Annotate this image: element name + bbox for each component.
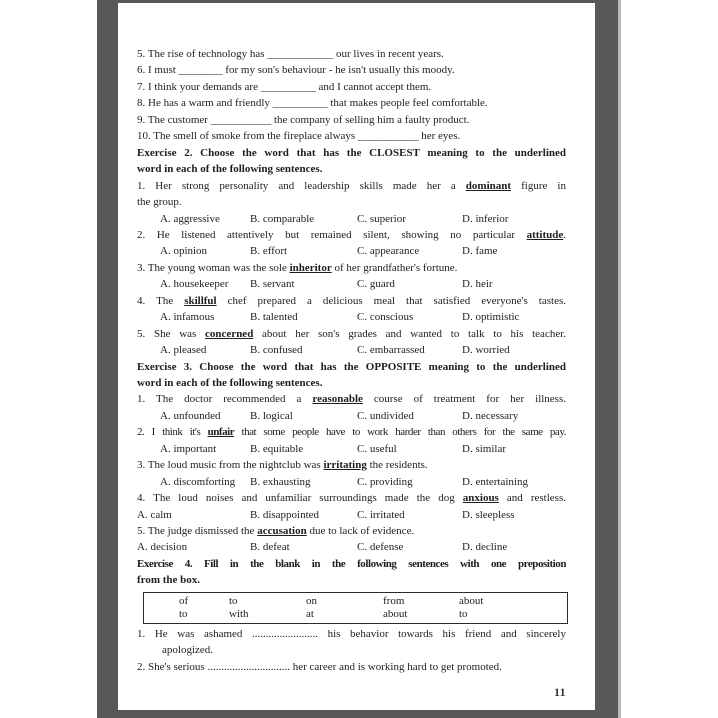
option-cell: B. exhausting (250, 475, 311, 488)
option-cell: D. worried (462, 344, 510, 357)
underlined-term: accusation (257, 525, 307, 537)
options-row (137, 276, 566, 292)
preposition-word: on (306, 594, 317, 607)
doc-line (137, 293, 566, 309)
doc-line (137, 128, 566, 144)
option-cell: B. confused (250, 344, 303, 357)
option-cell: D. decline (462, 541, 508, 554)
text-run: .............................. (207, 660, 290, 673)
doc-line (137, 194, 566, 210)
text-run: 3. The loud music from the nightclub was (137, 459, 324, 472)
page-number: 11 (554, 687, 566, 700)
doc-line (137, 260, 566, 276)
underlined-term: attitude (526, 228, 564, 241)
text-run: about her son's grades and wanted to talk to his teacher. (253, 327, 566, 340)
preposition-word: to (459, 608, 468, 621)
doc-line (137, 145, 566, 161)
option-cell: A. opinion (160, 245, 208, 258)
doc-line (137, 457, 566, 473)
text-run: from the box. (137, 574, 201, 587)
option-cell: B. effort (250, 245, 288, 258)
text-run: 1. He was ashamed (137, 627, 253, 640)
text-run: 7. I think your demands are __________ and I cannot accept them. (137, 80, 432, 93)
text-run: her career and is working hard to get promoted. (289, 660, 502, 673)
text-run: 4. The loud noises and unfamiliar surroundings made the dog (137, 492, 463, 505)
option-cell: A. pleased (160, 344, 207, 357)
doc-line (137, 46, 566, 62)
text-run: due to lack of evidence. (306, 525, 415, 537)
text-run: 5. She was (137, 327, 206, 340)
doc-line (137, 359, 566, 375)
preposition-word: about (459, 594, 484, 607)
option-cell: C. undivided (357, 409, 414, 422)
text-run: word in each of the following sentences. (137, 376, 323, 389)
options-row (137, 408, 566, 424)
doc-line (137, 490, 566, 506)
text-run: Exercise 4. Fill in the blank in the following sentences with one preposition (137, 557, 566, 570)
page-content (137, 46, 566, 702)
doc-line (137, 642, 566, 658)
preposition-word: of (179, 594, 189, 607)
text-run: 10. The smell of smoke from the fireplace always ___________ her eyes. (137, 130, 461, 143)
text-run: Exercise 2. Choose the word that has the CLOSEST meaning to the underlined (137, 146, 566, 159)
options-row (137, 211, 566, 227)
option-cell: A. calm (137, 508, 172, 521)
option-cell: B. disappointed (250, 508, 320, 521)
text-run: 1. Her strong personality and leadership skills made her a (137, 179, 466, 192)
doc-line (137, 112, 566, 128)
text-run: word in each of the following sentences. (137, 163, 323, 176)
option-cell: A. decision (137, 541, 188, 554)
preposition-word: to (179, 608, 188, 621)
option-cell: A. infamous (160, 311, 215, 324)
option-cell: C. guard (357, 278, 395, 291)
prepositions-box (143, 592, 568, 624)
text-run: apologized. (162, 644, 214, 657)
preposition-word: at (306, 608, 314, 621)
option-cell: C. appearance (357, 245, 420, 258)
preposition-word: about (383, 608, 408, 621)
option-cell: D. inferior (462, 212, 509, 225)
option-cell: B. logical (250, 409, 293, 422)
option-cell: D. heir (462, 278, 493, 291)
option-cell: B. comparable (250, 212, 315, 225)
option-cell: C. useful (357, 442, 397, 455)
text-run: of her grandfather's fortune. (331, 261, 458, 274)
underlined-term: unfair (207, 426, 235, 439)
preposition-word: from (383, 594, 405, 607)
doc-line (137, 556, 566, 572)
document-page (118, 3, 595, 710)
doc-line (137, 523, 566, 539)
text-run: 6. I must ________ for my son's behaviour - he isn't usually this moody. (137, 64, 455, 77)
option-cell: A. important (160, 442, 217, 455)
options-row (137, 507, 566, 523)
options-row (137, 342, 566, 358)
option-cell: A. unfounded (160, 409, 221, 422)
option-cell: D. fame (462, 245, 498, 258)
text-run: 2. He listened attentively but remained silent, showing no particular (137, 228, 527, 241)
doc-line (137, 424, 566, 440)
text-run: his behavior towards his friend and sincerely (318, 627, 566, 640)
text-run: 9. The customer ___________ the company of selling him a faulty product. (137, 113, 470, 126)
option-cell: C. embarrassed (357, 344, 425, 357)
option-cell: D. optimistic (462, 311, 520, 324)
option-cell: C. superior (357, 212, 406, 225)
doc-line (137, 626, 566, 642)
underlined-term: irritating (323, 459, 367, 472)
doc-line (137, 659, 566, 675)
option-cell: D. similar (462, 442, 506, 455)
text-run: Exercise 3. Choose the word that has the OPPOSITE meaning to the underlined (137, 360, 566, 373)
underlined-term: inheritor (289, 261, 332, 274)
text-run: chef prepared a delicious meal that satisfied everyone's tastes. (216, 294, 566, 307)
text-run: ........................ (252, 627, 319, 640)
text-run: 5. The judge dismissed the (137, 525, 258, 537)
underlined-term: concerned (205, 327, 254, 340)
option-cell: C. defense (357, 541, 404, 554)
preposition-word: with (229, 608, 249, 621)
document-viewer-background (97, 0, 621, 718)
doc-line (137, 375, 566, 391)
option-cell: A. aggressive (160, 212, 220, 225)
text-run: 2. I think it's (137, 426, 208, 439)
options-row (137, 474, 566, 490)
text-run: 2. She's serious (137, 660, 208, 673)
prepositions-row (144, 595, 567, 609)
option-cell: D. sleepless (462, 508, 515, 521)
option-cell: C. irritated (357, 508, 405, 521)
text-run: the residents. (366, 459, 428, 472)
preposition-word: to (229, 594, 238, 607)
doc-line (137, 79, 566, 95)
doc-line (137, 391, 566, 407)
text-run: 4. The (137, 294, 185, 307)
text-run: that some people have to work harder than others for the same pay. (234, 426, 566, 439)
option-cell: B. servant (250, 278, 295, 291)
option-cell: B. defeat (250, 541, 290, 554)
options-row (137, 539, 566, 555)
option-cell: B. talented (250, 311, 298, 324)
text-run: 3. The young woman was the sole (137, 261, 290, 274)
doc-line (137, 95, 566, 111)
text-run: 8. He has a warm and friendly __________ that makes people feel comfortable. (137, 97, 488, 110)
text-run: 5. The rise of technology has ____________ our lives in recent years. (137, 48, 444, 60)
doc-line (137, 161, 566, 177)
options-row (137, 441, 566, 457)
text-run: 1. The doctor recommended a (137, 393, 313, 406)
options-row (137, 243, 566, 259)
options-row (137, 309, 566, 325)
text-run: the group. (137, 196, 182, 209)
text-run: and restless. (498, 492, 566, 505)
underlined-term: skillful (184, 294, 217, 307)
doc-line (137, 62, 566, 78)
underlined-term: anxious (462, 492, 499, 505)
option-cell: A. housekeeper (160, 278, 229, 291)
text-run: figure in (511, 179, 566, 192)
option-cell: C. providing (357, 475, 413, 488)
option-cell: D. entertaining (462, 475, 528, 488)
prepositions-row (144, 608, 567, 622)
option-cell: B. equitable (250, 442, 304, 455)
option-cell: D. necessary (462, 409, 519, 422)
option-cell: C. conscious (357, 311, 414, 324)
text-run: course of treatment for her illness. (362, 393, 566, 406)
doc-line (137, 178, 566, 194)
underlined-term: dominant (465, 179, 512, 192)
doc-line (137, 326, 566, 342)
option-cell: A. discomforting (160, 475, 236, 488)
doc-line (137, 572, 566, 588)
text-run: . (563, 228, 566, 241)
doc-line (137, 227, 566, 243)
underlined-term: reasonable (312, 393, 363, 406)
